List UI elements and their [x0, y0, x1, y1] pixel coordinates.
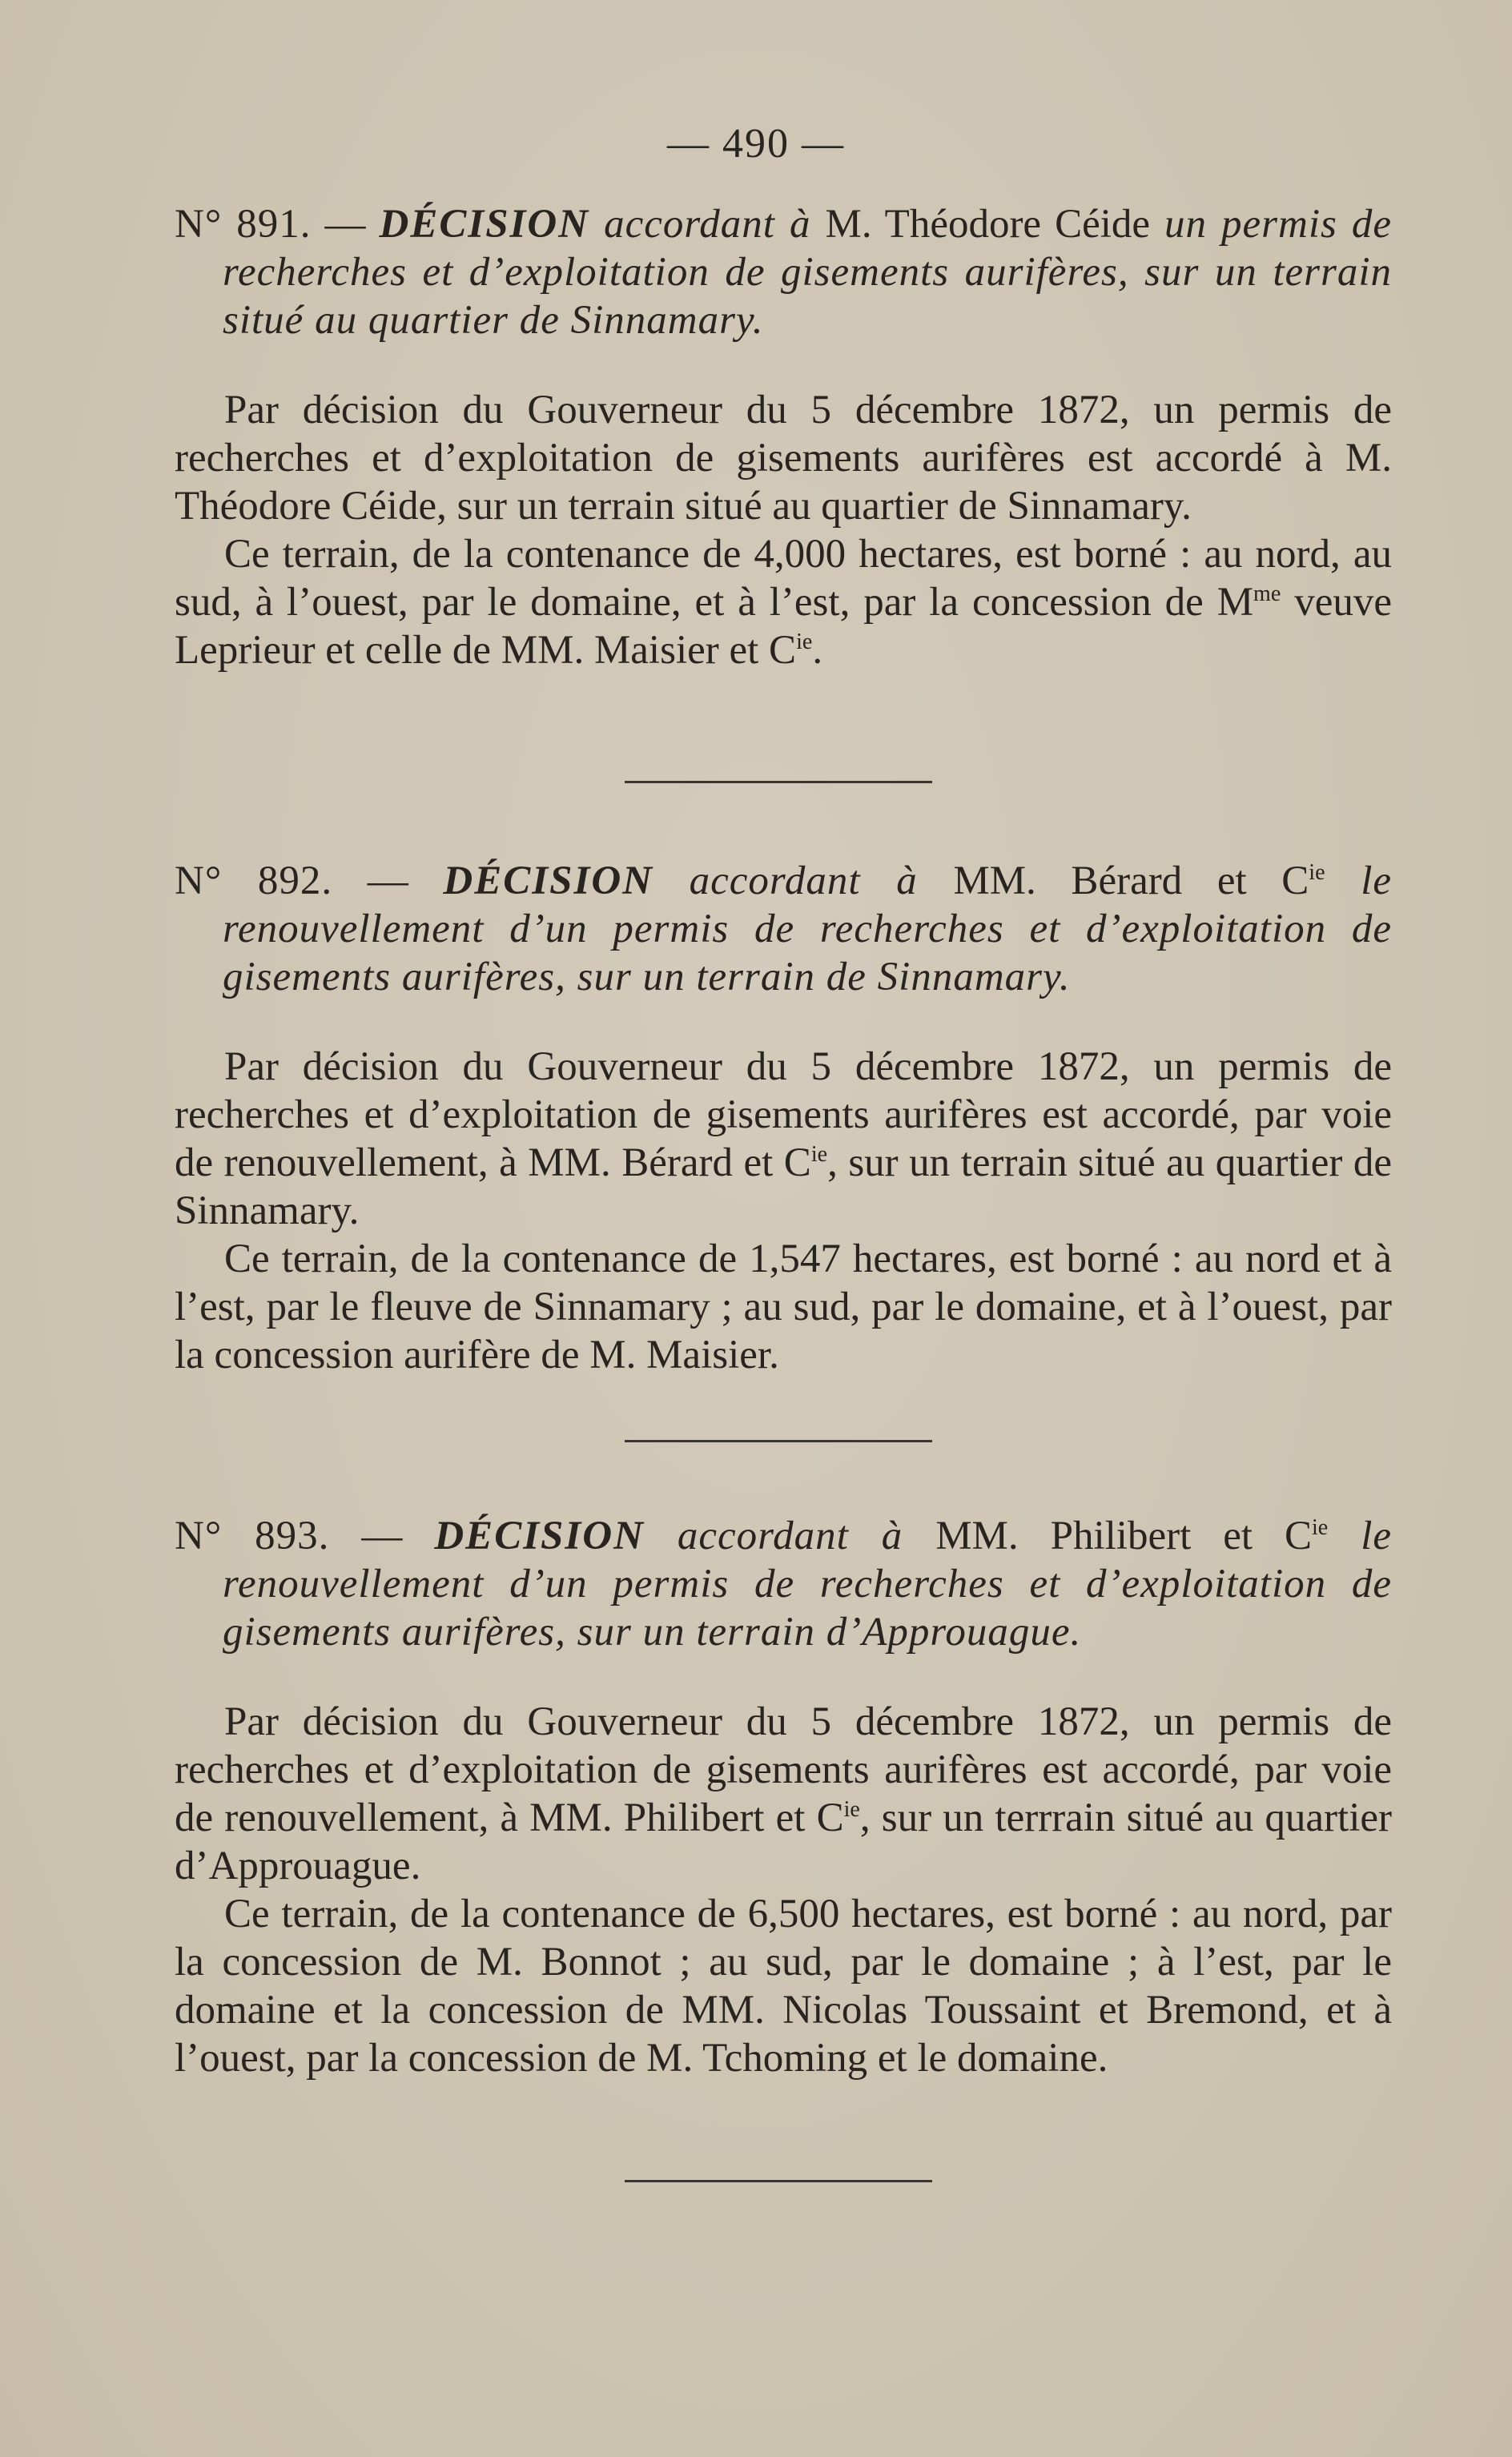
- separator-rule: [625, 781, 932, 783]
- paragraph: Ce terrain, de la contenance de 1,547 hectares, est borné : au nord et à l’est, par le fleuve de Sinnamary ; au sud, par le domaine, et à l’ouest, par la concession aurifère de M. Maisier.: [175, 1237, 1392, 1377]
- page-number: — 490 —: [667, 121, 845, 167]
- entry-heading: [175, 857, 1392, 1001]
- heading-text: le renouvellement d’un permis de recherches et d’exploitation de gisements aurifères, sur un terrain d’Approuague.: [223, 1514, 1393, 1655]
- paragraph: Par décision du Gouverneur du 5 décembre 1872, un permis de recherches et d’exploitation de gisements aurifères est accordé à M. Théodore Céide, sur un terrain situé au quartier de Sinnamary.: [175, 388, 1392, 529]
- entry-893: [175, 1512, 1392, 2082]
- heading-names: M. Théodore Céide: [825, 202, 1151, 247]
- paragraph: [175, 530, 1392, 674]
- entry-heading: [175, 1512, 1392, 1656]
- entry-heading: [175, 200, 1392, 344]
- heading-dash: —: [332, 859, 444, 903]
- paragraph: [175, 1698, 1392, 1890]
- heading-keyword: DÉCISION: [379, 202, 590, 247]
- paragraph-text: Par décision du Gouverneur du 5 décembre 1872, un permis de recherches et d’exploitation de gisements aurifères est accordé, par voie de renouvellement, à MM. Philibert et C: [175, 1699, 1392, 1840]
- entry-891: [175, 200, 1392, 674]
- superscript: ie: [1309, 859, 1325, 885]
- entry-number: N° 893.: [175, 1514, 330, 1558]
- entry-892: [175, 857, 1392, 1379]
- superscript: me: [1253, 581, 1281, 606]
- paragraph: [175, 1043, 1392, 1235]
- superscript: ie: [843, 1796, 860, 1822]
- entry-number: N° 891.: [175, 202, 312, 247]
- heading-text: accordant à: [653, 859, 954, 903]
- paragraph-text: , sur un terrrain situé au quartier d’Approuague.: [175, 1796, 1392, 1888]
- heading-keyword: DÉCISION: [443, 859, 654, 903]
- heading-names: MM. Bérard et C: [953, 859, 1309, 903]
- heading-names: MM. Philibert et C: [935, 1514, 1312, 1558]
- separator-rule: [625, 2180, 932, 2182]
- superscript: ie: [1312, 1514, 1329, 1540]
- heading-text: accordant à: [589, 202, 826, 247]
- paragraph-text: , sur un terrain situé au quartier de Sinnamary.: [175, 1140, 1392, 1233]
- paragraph-text: .: [812, 628, 823, 673]
- heading-dash: —: [329, 1514, 435, 1558]
- heading-keyword: DÉCISION: [434, 1514, 645, 1558]
- superscript: ie: [796, 629, 813, 654]
- paragraph-text: veuve Leprieur et celle de MM. Maisier et C: [175, 580, 1392, 673]
- separator-rule: [625, 1440, 932, 1442]
- paragraph-text: Ce terrain, de la contenance de 4,000 hectares, est borné : au nord, au sud, à l’ouest, par le domaine, et à l’est, par la concession de M: [175, 532, 1392, 625]
- heading-dash: —: [311, 202, 380, 247]
- heading-text: un permis de recherches et d’exploitation de gisements aurifères, sur un terrain situé au quartier de Sinnamary.: [223, 202, 1392, 343]
- heading-text: accordant à: [644, 1514, 936, 1558]
- paragraph: Ce terrain, de la contenance de 6,500 hectares, est borné : au nord, par la concession de M. Bonnot ; au sud, par le domaine ; à l’est, par le domaine et la concession de MM. Nicolas Toussaint et Bremond, et à l’ouest, par la concession de M. Tchoming et le domaine.: [175, 1892, 1392, 2081]
- paragraph-text: Par décision du Gouverneur du 5 décembre 1872, un permis de recherches et d’exploitation de gisements aurifères est accordé, par voie de renouvellement, à MM. Bérard et C: [175, 1044, 1392, 1185]
- heading-text: le renouvellement d’un permis de recherches et d’exploitation de gisements aurifères, sur un terrain de Sinnamary.: [223, 859, 1392, 999]
- entry-number: N° 892.: [175, 859, 333, 903]
- superscript: ie: [810, 1141, 828, 1167]
